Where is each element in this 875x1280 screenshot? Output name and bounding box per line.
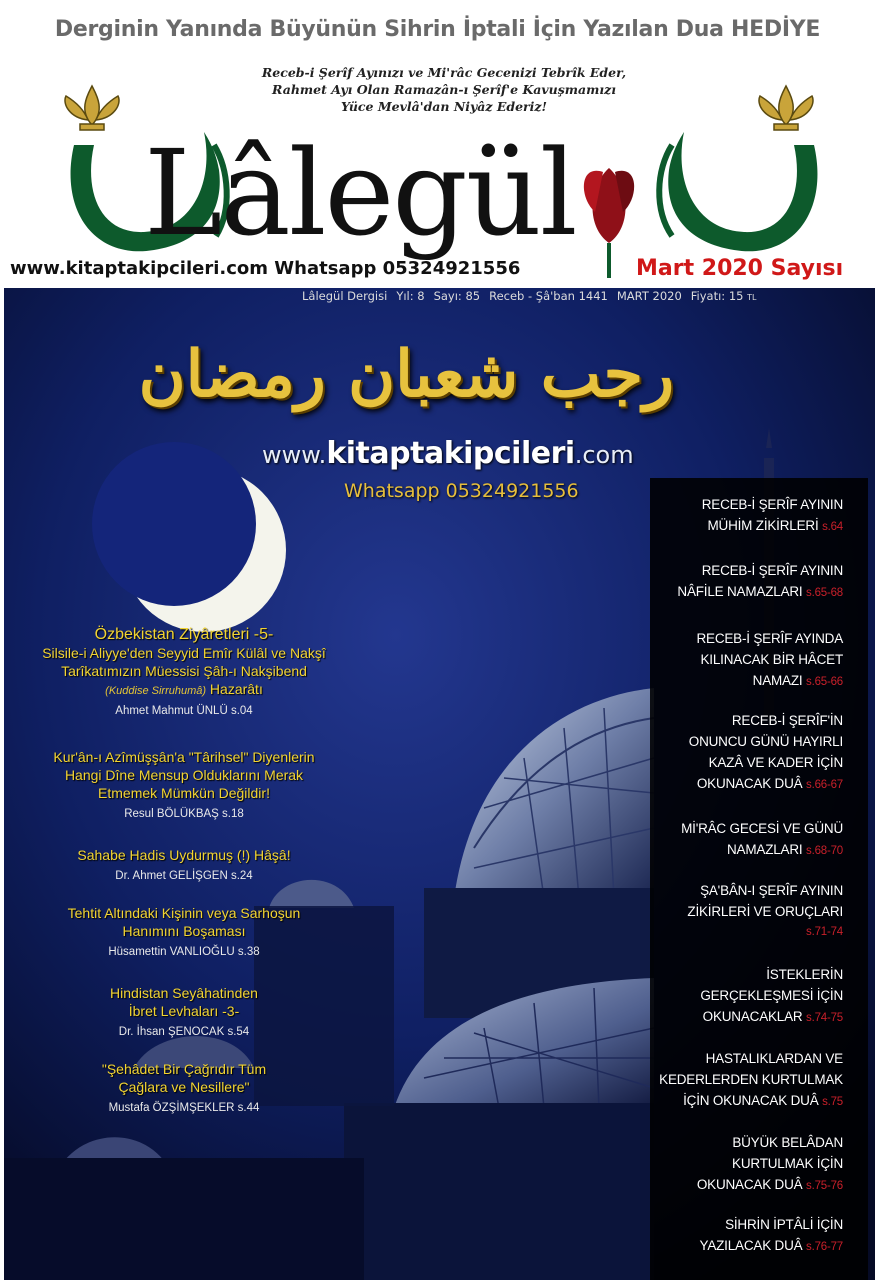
- toc-item: [633, 710, 843, 796]
- issue-number: Sayı: 85: [433, 289, 481, 303]
- toc-line: İÇİN OKUNACAK DUÂ: [683, 1093, 819, 1108]
- toc-page: s.75-76: [806, 1180, 843, 1192]
- toc-line: RECEB-İ ŞERÎF'İN: [731, 713, 843, 728]
- article-note: [14, 680, 354, 699]
- left-tulip-ornament: [65, 86, 119, 130]
- article-author: Dr. İhsan ŞENOCAK s.54: [118, 1026, 250, 1038]
- month-label: MART 2020: [616, 289, 682, 303]
- toc-item: [633, 818, 843, 862]
- toc-line: RECEB-İ ŞERÎF AYINDA: [696, 631, 843, 646]
- article-block: [14, 748, 354, 823]
- article-title-line: Etmemek Mümkün Değildir!: [98, 785, 270, 801]
- toc-line: NAMAZI: [752, 673, 803, 688]
- toc-item: [633, 494, 843, 538]
- price-value: Fiyatı: 15: [690, 289, 744, 303]
- hijri-date: Receb - Şâ'ban 1441: [489, 289, 608, 303]
- price-label: [691, 289, 757, 303]
- article-author: Hüsamettin VANLIOĞLU s.38: [108, 946, 260, 958]
- toc-page: s.76-77: [806, 1241, 843, 1253]
- toc-page: s.71-74: [806, 926, 843, 938]
- article-title-line: Çağlara ve Nesillere": [118, 1079, 250, 1095]
- article-title-line: Kur'ân-ı Azîmüşşân'a "Târihsel" Diyenlerin: [53, 749, 315, 765]
- article-title-line: Silsile-i Aliyye'den Seyyid Emîr Külâl ve Nakşî: [42, 645, 326, 661]
- article-title: Özbekistan Ziyâretleri -5-: [94, 626, 274, 643]
- article-note-text: (Kuddise Sirruhumâ): [105, 685, 207, 697]
- toc-line: KILINACAK BİR HÂCET: [700, 652, 843, 667]
- article-block: [14, 626, 354, 720]
- right-calligraphy-swirl: [668, 132, 817, 251]
- arabic-months-title: رجب شعبان رمضان: [138, 337, 674, 412]
- toc-item: [633, 1214, 843, 1258]
- masthead-tagline: [254, 64, 634, 115]
- toc-page: s.74-75: [806, 1012, 843, 1024]
- promo-banner-title: Derginin Yanında Büyünün Sihrin İptali İçin Yazılan Dua HEDİYE: [54, 16, 821, 42]
- toc-line: BÜYÜK BELÂDAN: [732, 1135, 843, 1150]
- toc-line: HASTALIKLARDAN VE: [705, 1051, 843, 1066]
- issue-info-line: [302, 289, 862, 303]
- toc-line: ŞA'BÂN-I ŞERÎF AYININ: [700, 883, 843, 898]
- article-title-line: Hangi Dîne Mensup Olduklarını Merak: [64, 767, 304, 783]
- article-title-line: Sahabe Hadis Uydurmuş (!) Hâşâ!: [77, 847, 291, 863]
- red-tulip-emblem: [584, 168, 634, 278]
- article-author: Ahmet Mahmut ÜNLÜ s.04: [115, 705, 253, 717]
- toc-page: s.68-70: [806, 845, 843, 857]
- toc-item: [633, 1048, 843, 1113]
- magazine-cover: [4, 60, 875, 1280]
- toc-item: [633, 880, 843, 943]
- toc-page: s.66-67: [806, 779, 843, 791]
- article-title-line: Tarîkatımızın Müessisi Şâh-ı Nakşibend: [61, 663, 307, 679]
- article-author: Resul BÖLÜKBAŞ s.18: [124, 808, 244, 820]
- toc-line: SİHRİN İPTÂLİ İÇİN: [725, 1217, 843, 1232]
- toc-line: OKUNACAK DUÂ: [696, 1177, 803, 1192]
- toc-line: GERÇEKLEŞMESİ İÇİN: [700, 988, 843, 1003]
- toc-item: [633, 964, 843, 1029]
- toc-line: YAZILACAK DUÂ: [699, 1238, 803, 1253]
- toc-item: [633, 1132, 843, 1197]
- toc-line: Mİ'RÂC GECESİ VE GÜNÜ: [681, 821, 843, 836]
- toc-line: ZİKİRLERİ VE ORUÇLARI: [687, 904, 843, 919]
- toc-line: KAZÂ VE KADER İÇİN: [708, 755, 843, 770]
- toc-line: MÜHİM ZİKİRLERİ: [707, 518, 819, 533]
- article-note-suffix: Hazarâtı: [206, 681, 263, 697]
- toc-line: ONUNCU GÜNÜ HAYIRLI: [688, 734, 843, 749]
- tagline-line: Rahmet Ayı Olan Ramazân-ı Şerîf'e Kavuşmamızı: [272, 82, 616, 97]
- toc-page: s.65-68: [806, 587, 843, 599]
- article-title-line: "Şehâdet Bir Çağrıdır Tüm: [101, 1061, 267, 1077]
- year-label: Yıl: 8: [396, 289, 425, 303]
- magazine-logo: Lâlegül: [144, 124, 576, 262]
- toc-item: [633, 628, 843, 693]
- currency: TL: [747, 293, 757, 302]
- toc-page: s.65-66: [806, 676, 843, 688]
- url-prefix: www.: [262, 441, 327, 469]
- toc-page: s.64: [822, 521, 843, 533]
- right-tulip-ornament: [759, 86, 813, 130]
- article-author: Dr. Ahmet GELİŞGEN s.24: [115, 870, 253, 882]
- article-block: [14, 984, 354, 1041]
- article-title-line: Tehtit Altındaki Kişinin veya Sarhoşun: [67, 905, 301, 921]
- article-title-line: İbret Levhaları -3-: [128, 1003, 240, 1019]
- tagline-line: Receb-i Şerîf Ayınızı ve Mi'râc Gecenizi Tebrîk Eder,: [261, 65, 627, 80]
- toc-line: NÂFİLE NAMAZLARI: [677, 584, 803, 599]
- toc-line: OKUNACAK DUÂ: [696, 776, 803, 791]
- article-block: [14, 904, 354, 961]
- article-title-line: Hanımını Boşaması: [122, 923, 246, 939]
- tagline-line: Yüce Mevlâ'dan Niyâz Ederiz!: [341, 99, 547, 114]
- issue-label: Mart 2020 Sayısı: [636, 256, 844, 281]
- promo-contact-text: www.kitaptakipcileri.com Whatsapp 05324921556: [10, 258, 521, 279]
- article-title-line: Hindistan Seyâhatinden: [110, 985, 258, 1001]
- article-block: [14, 846, 354, 885]
- url-brand: kitaptakipcileri: [326, 436, 575, 471]
- url-suffix: .com: [574, 441, 634, 469]
- magazine-name: Lâlegül Dergisi: [302, 289, 388, 303]
- article-author: Mustafa ÖZŞİMŞEKLER s.44: [108, 1102, 260, 1114]
- toc-line: RECEB-İ ŞERÎF AYININ: [701, 563, 843, 578]
- toc-page: s.75: [822, 1096, 843, 1108]
- toc-line: KEDERLERDEN KURTULMAK: [659, 1072, 843, 1087]
- article-block: [14, 1060, 354, 1117]
- masthead: [4, 60, 875, 288]
- toc-item: [633, 560, 843, 604]
- toc-line: KURTULMAK İÇİN: [732, 1156, 843, 1171]
- website-url[interactable]: [262, 436, 634, 471]
- toc-line: İSTEKLERİN: [766, 967, 843, 982]
- whatsapp-contact: Whatsapp 05324921556: [344, 480, 579, 502]
- toc-line: OKUNACAKLAR: [702, 1009, 803, 1024]
- toc-line: NAMAZLARI: [727, 842, 803, 857]
- toc-line: RECEB-İ ŞERÎF AYININ: [701, 497, 843, 512]
